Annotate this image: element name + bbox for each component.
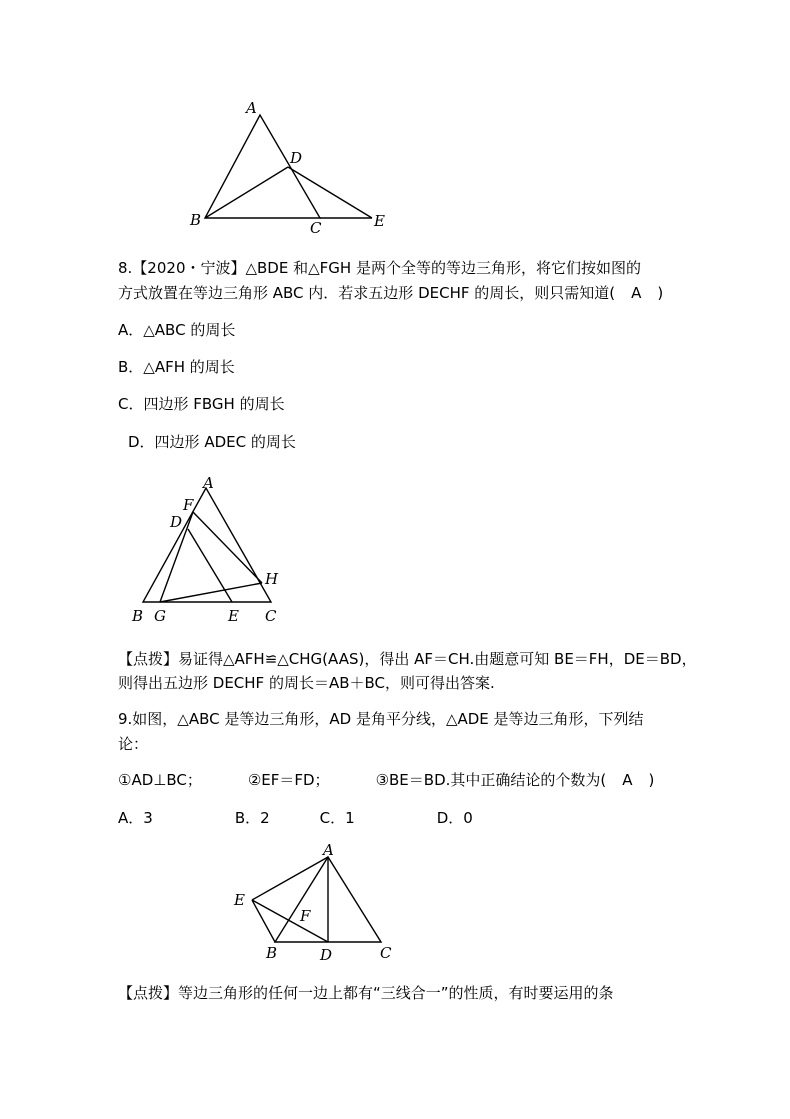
- label-g-2: G: [154, 607, 166, 625]
- label-b-2: B: [132, 607, 144, 625]
- label-d-3: D: [320, 946, 333, 964]
- segment-ae: [252, 857, 328, 900]
- q9-line-1: 9.如图，△ABC 是等边三角形，AD 是角平分线，△ADE 是等边三角形，下列结: [118, 710, 644, 728]
- q9-line-2: 论：: [118, 735, 149, 753]
- label-c-3: C: [380, 944, 392, 962]
- label-b-3: B: [266, 944, 278, 962]
- label-d: D: [290, 149, 303, 167]
- label-e-3: E: [234, 891, 245, 909]
- q9-conclusion-3: ③BE＝BD.其中正确结论的个数为(: [375, 771, 607, 789]
- label-h-2: H: [265, 570, 279, 588]
- q9-option-a: A．3: [118, 809, 153, 827]
- q8-option-a: A．△ABC 的周长: [118, 321, 236, 339]
- q8-answer: A: [631, 284, 642, 302]
- q8-stem: 方式放置在等边三角形 ABC 内．若求五边形 DECHF 的周长，则只需知道(: [118, 284, 616, 302]
- q8-option-b: B．△AFH 的周长: [118, 358, 235, 376]
- q8-option-d: D．四边形 ADEC 的周长: [128, 433, 296, 451]
- q8-paren-close: ): [657, 284, 664, 302]
- label-b: B: [190, 211, 202, 229]
- q8-option-c: C．四边形 FBGH 的周长: [118, 395, 285, 413]
- q8-line-1: 8.【2020・宁波】△BDE 和△FGH 是两个全等的等边三角形，将它们按如图的: [118, 259, 641, 277]
- label-f-2: F: [183, 496, 194, 514]
- q9-option-b: B．2: [234, 809, 270, 827]
- label-a: A: [246, 99, 257, 117]
- label-a-2: A: [203, 474, 214, 492]
- q9-option-c: C．1: [319, 809, 355, 827]
- label-c: C: [310, 219, 322, 237]
- label-d-2: D: [170, 513, 183, 531]
- hint9-line-1: 【点拨】等边三角形的任何一边上都有“三线合一”的性质，有时要运用的条: [118, 984, 614, 1002]
- q9-answer: A: [622, 771, 633, 789]
- label-c-2: C: [265, 607, 277, 625]
- label-a-3: A: [323, 841, 334, 859]
- q9-conclusion-2: ②EF＝FD；: [247, 771, 330, 789]
- label-f-3: F: [300, 907, 311, 925]
- q9-paren-close: ): [648, 771, 655, 789]
- q9-conclusion-1: ①AD⊥BC；: [118, 771, 202, 789]
- label-e-2: E: [228, 607, 239, 625]
- q9-option-d: D．0: [436, 809, 473, 827]
- label-e: E: [374, 212, 385, 230]
- hint8-line-1: 【点拨】易证得△AFH≌△CHG(AAS)，得出 AF＝CH.由题意可知 BE＝FH，DE＝BD，: [118, 650, 697, 668]
- hint8-line-2: 则得出五边形 DECHF 的周长＝AB＋BC，则可得出答案.: [118, 674, 495, 692]
